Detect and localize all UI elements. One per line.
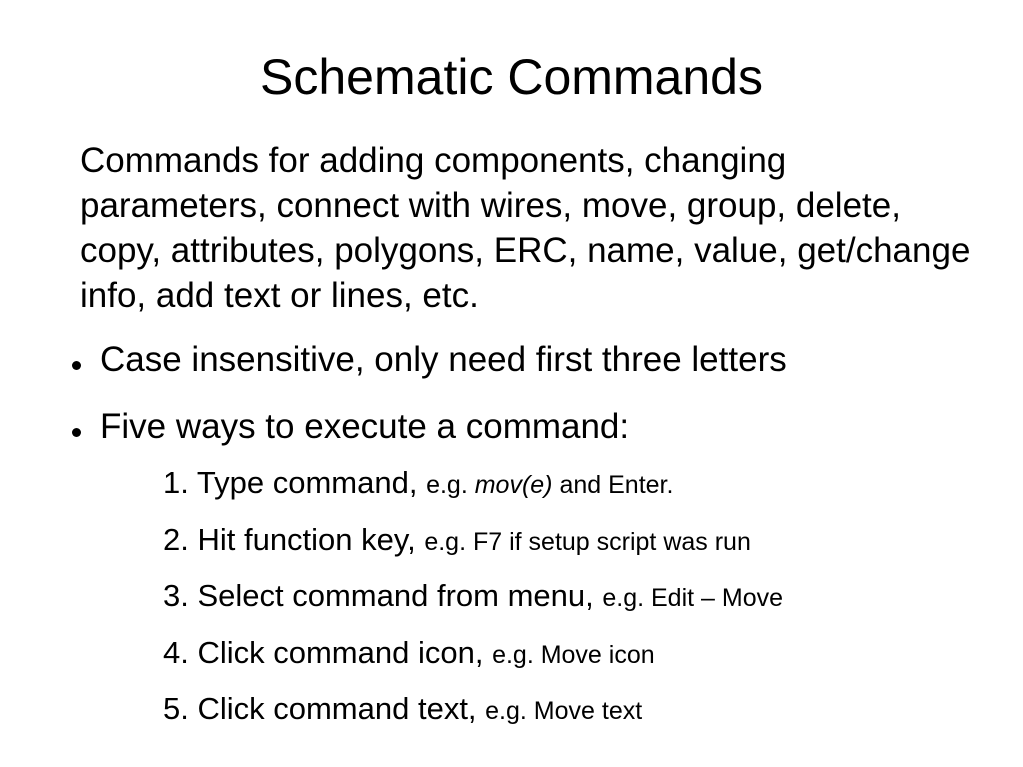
step-example-italic: mov(e) <box>474 471 553 499</box>
step-example: e.g. Edit – Move <box>602 584 783 612</box>
step-main-text: 3. Select command from menu, <box>163 578 603 613</box>
bullet-item <box>72 337 787 382</box>
step-item <box>163 576 783 618</box>
step-item <box>163 689 783 731</box>
bullet-dot-icon <box>72 428 81 437</box>
step-example: e.g. F7 if setup script was run <box>424 527 751 556</box>
step-example: e.g. Move icon <box>492 640 655 669</box>
bullet-item <box>72 404 787 449</box>
step-main-text: 4. Click command icon, <box>163 634 493 670</box>
step-item <box>163 633 783 675</box>
intro-paragraph: Commands for adding components, changing parameters, connect with wires, move, group, delete, copy, attributes, polygons, ERC, name, value, get/change info, add text or lines, etc. <box>80 141 971 315</box>
bullet-text: Case insensitive, only need first three letters <box>100 340 787 379</box>
step-example-rest: and Enter. <box>552 471 674 499</box>
bullet-list <box>72 337 787 471</box>
step-main-text: 5. Click command text, <box>163 691 486 726</box>
steps-list <box>163 463 783 746</box>
step-item <box>163 463 783 505</box>
bullet-dot-icon <box>72 361 81 370</box>
step-main-text: 1. Type command, <box>163 465 427 500</box>
step-example: e.g. Move text <box>485 697 643 725</box>
slide-title: Schematic Commands <box>260 49 763 105</box>
step-example: e.g. <box>426 471 475 499</box>
bullet-text: Five ways to execute a command: <box>100 407 630 446</box>
step-main-text: 2. Hit function key, <box>163 521 425 557</box>
step-item <box>163 520 783 562</box>
